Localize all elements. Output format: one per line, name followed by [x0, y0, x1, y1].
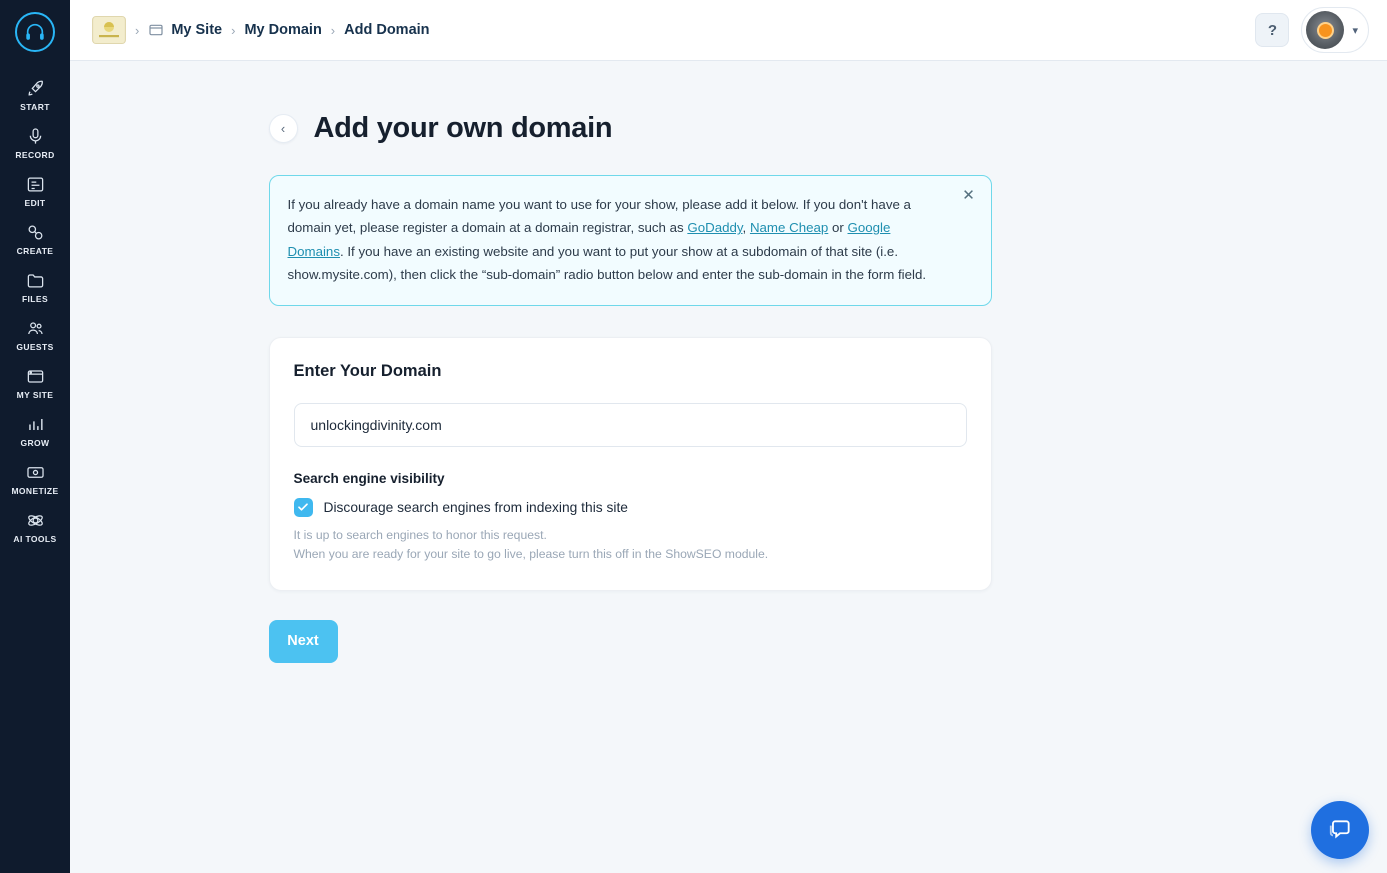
main-panel — [70, 61, 1387, 873]
rocket-icon — [23, 77, 47, 99]
back-button[interactable] — [269, 114, 298, 143]
chevron-down-icon: ▾ — [1352, 24, 1358, 37]
breadcrumb-label: Add Domain — [344, 22, 430, 38]
info-text-part-2: , — [742, 220, 750, 236]
sidebar-label: MY SITE — [16, 390, 54, 400]
enter-domain-card — [269, 337, 992, 591]
google-domains-link[interactable]: Google Domains — [287, 220, 891, 259]
sidebar-label: RECORD — [15, 150, 55, 160]
sidebar-item-record[interactable] — [0, 118, 70, 166]
avatar — [1306, 11, 1344, 49]
domain-input[interactable] — [294, 403, 967, 447]
card-heading: Enter Your Domain — [293, 361, 442, 380]
top-bar — [70, 0, 1387, 61]
sidebar-label: CREATE — [16, 246, 54, 256]
discourage-indexing-row — [294, 498, 967, 517]
indexing-hint-line-2: When you are ready for your site to go live, please turn this off in the ShowSEO module. — [293, 546, 769, 561]
guests-icon — [23, 317, 47, 339]
breadcrumb-my-domain[interactable] — [244, 22, 321, 38]
search-engine-visibility-label: Search engine visibility — [293, 470, 445, 486]
sidebar-item-monetize[interactable] — [0, 454, 70, 502]
sidebar-label: EDIT — [24, 198, 46, 208]
ai-tools-icon — [23, 509, 47, 531]
monetize-icon — [23, 461, 47, 483]
my-site-icon — [23, 365, 47, 387]
main-sidebar — [0, 0, 70, 873]
content-area — [70, 0, 1387, 873]
sidebar-label: START — [20, 102, 50, 112]
breadcrumb-add-domain — [344, 22, 429, 38]
edit-icon — [23, 173, 47, 195]
sidebar-item-my-site[interactable] — [0, 358, 70, 406]
files-icon — [23, 269, 47, 291]
avatar-sun-icon — [1319, 24, 1332, 37]
sidebar-item-start[interactable] — [0, 70, 70, 118]
sidebar-label: MONETIZE — [11, 486, 59, 496]
microphone-icon — [23, 125, 47, 147]
user-menu[interactable] — [1301, 7, 1369, 53]
grow-chart-icon — [23, 413, 47, 435]
discourage-indexing-checkbox[interactable] — [294, 498, 313, 517]
chevron-left-icon: ‹ — [280, 121, 286, 137]
sidebar-item-create[interactable] — [0, 214, 70, 262]
breadcrumb-separator: › — [231, 22, 236, 38]
create-icon — [23, 221, 47, 243]
info-text-part-1: If you already have a domain name you want to use for your show, please add it below. If you don't have a domain yet, please register a domain at a domain registrar, such as — [287, 196, 911, 236]
sidebar-item-guests[interactable] — [0, 310, 70, 358]
godaddy-link[interactable]: GoDaddy — [687, 220, 743, 236]
indexing-hint — [294, 526, 967, 564]
indexing-hint-line-1: It is up to search engines to honor this request. — [293, 527, 547, 542]
site-thumbnail[interactable] — [92, 16, 126, 44]
headphones-logo-icon[interactable] — [15, 12, 55, 52]
info-text-part-3: or — [828, 220, 848, 236]
sidebar-item-ai-tools[interactable] — [0, 502, 70, 550]
next-button[interactable]: Next — [269, 620, 338, 663]
breadcrumb-separator: › — [330, 22, 336, 38]
sidebar-item-files[interactable] — [0, 262, 70, 310]
breadcrumb-my-site[interactable] — [148, 22, 222, 38]
sidebar-label: AI TOOLS — [13, 534, 57, 544]
site-window-icon — [148, 22, 164, 38]
add-domain-page — [229, 113, 1229, 663]
breadcrumb-label: My Domain — [244, 22, 322, 38]
page-title: Add your own domain — [313, 112, 613, 144]
namecheap-link[interactable]: Name Cheap — [749, 220, 829, 236]
sidebar-label: GUESTS — [16, 342, 54, 352]
page-header — [269, 113, 1229, 145]
info-banner-text — [288, 193, 945, 287]
sidebar-item-edit[interactable] — [0, 166, 70, 214]
chat-bubble-icon — [1327, 817, 1353, 843]
topbar-actions — [1255, 7, 1369, 53]
sidebar-label: GROW — [20, 438, 50, 448]
help-button[interactable] — [1255, 13, 1289, 47]
breadcrumb-label: My Site — [171, 22, 223, 38]
info-banner — [269, 175, 992, 306]
chat-support-button[interactable] — [1311, 801, 1369, 859]
info-text-part-4: . If you have an existing website and you want to put your show at a subdomain of that site (i.e. show.mysite.com), then click the “sub-domain” radio button below and enter the sub-domain in the form field. — [287, 243, 927, 283]
close-icon[interactable]: ✕ — [962, 187, 975, 205]
discourage-indexing-label: Discourage search engines from indexing this site — [323, 499, 628, 515]
breadcrumb-separator: › — [135, 22, 140, 38]
help-icon: ? — [1267, 21, 1278, 39]
sidebar-label: FILES — [21, 294, 49, 304]
sidebar-item-grow[interactable] — [0, 406, 70, 454]
